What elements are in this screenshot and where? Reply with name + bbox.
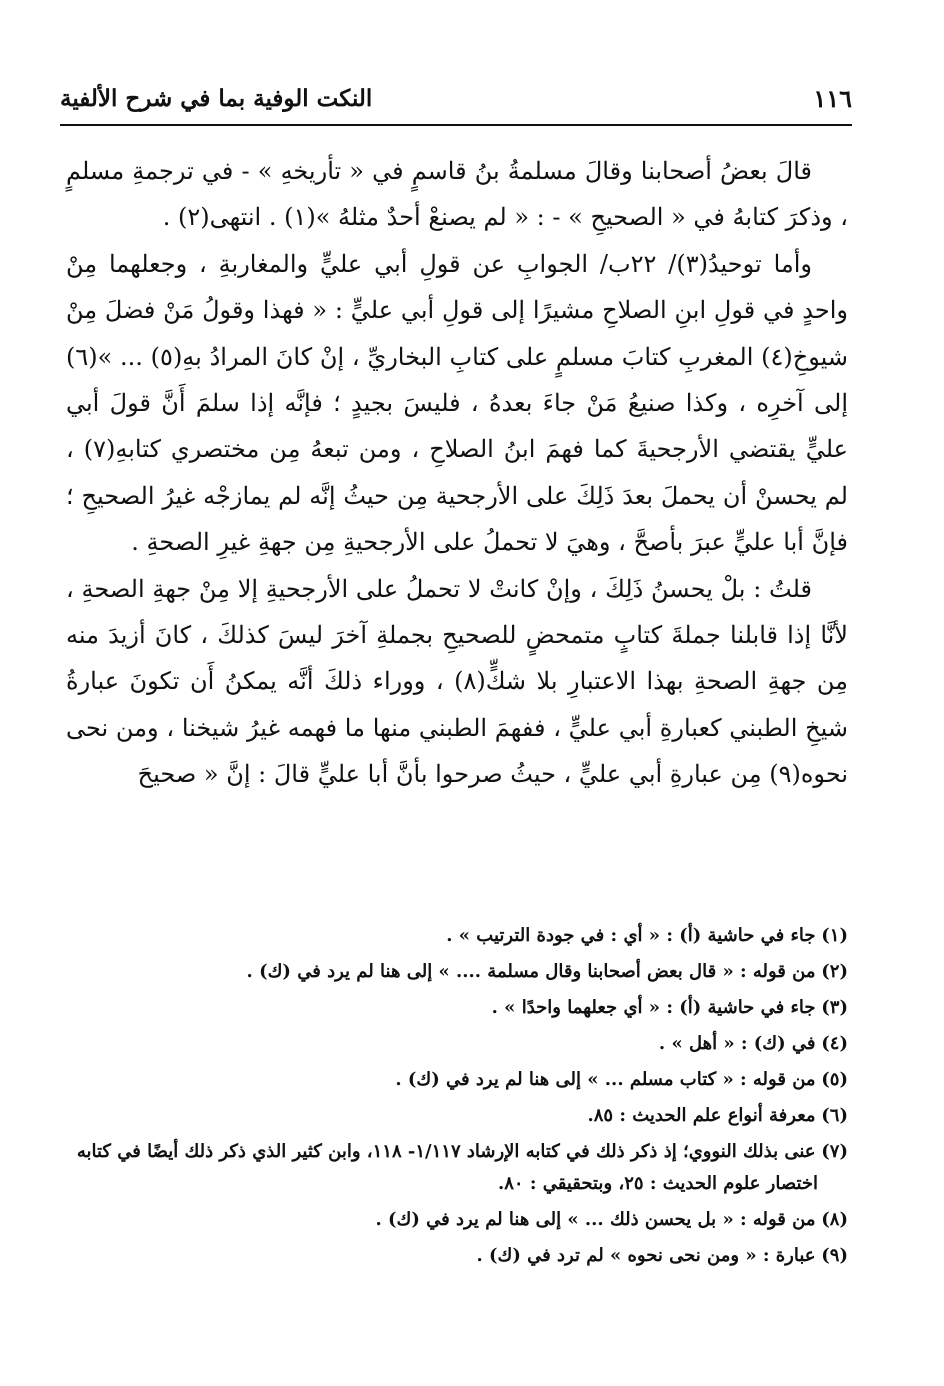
paragraph: وأما توحيدُ(٣)/ ٢٢ب/ الجوابِ عن قولِ أبي عليٍّ والمغاربةِ ، وجعلهما مِنْ واحدٍ في قولِ ابنِ الصلاحِ مشيرًا إلى قولِ أبي عليٍّ : « فهذا وقولُ مَنْ فضلَ مِنْ شيوخِ(٤) المغربِ كتابَ مسلمٍ على كتابِ البخاريِّ ، إنْ كانَ المرادُ بهِ(٥) ... »(٦) إلى آخرِه ، وكذا صنيعُ مَنْ جاءَ بعدهُ ، فليسَ بجيدٍ ؛ فإنَّه إذا سلمَ أَنَّ قولَ أبي عليٍّ يقتضي الأرجحيةَ كما فهمَ ابنُ الصلاحِ ، ومن تبعهُ مِن مختصري كتابهِ(٧) ، لم يحسنْ أن يحملَ بعدَ ذَلِكَ على الأرجحية مِن حيثُ إنَّه لم يمازجْه غيرُ الصحيحِ ؛ فإنَّ أبا عليٍّ عبرَ بأصحَّ ، وهيَ لا تحملُ على الأرجحيةِ مِن جهةِ غيرِ الصحةِ . <box>66 249 848 557</box>
header-divider <box>60 124 852 126</box>
page-number: ١١٦ <box>813 83 852 113</box>
footnote-number: (٨) <box>821 1209 848 1230</box>
footnote-text: من قوله : « قال بعض أصحابنا وقال مسلمة .... » إلى هنا لم يرد في (ك) . <box>246 961 816 982</box>
footnote <box>66 920 848 952</box>
footnote-number: (٥) <box>821 1069 848 1090</box>
footnote-number: (٧) <box>821 1141 848 1162</box>
footnote-text: في (ك) : « أهل » . <box>658 1033 816 1054</box>
footnote-text: عبارة : « ومن نحى نحوه » لم ترد في (ك) . <box>476 1245 816 1266</box>
footnote-number: (١) <box>821 925 848 946</box>
footnote <box>66 992 848 1024</box>
footnote-text: جاء في حاشية (أ) : « أي : في جودة الترتيب » . <box>446 925 816 946</box>
running-header <box>60 78 852 118</box>
footnote <box>66 956 848 988</box>
main-text <box>66 148 848 798</box>
footnote-number: (٤) <box>821 1033 848 1054</box>
footnote-text: من قوله : « بل يحسن ذلك ... » إلى هنا لم يرد في (ك) . <box>375 1209 816 1230</box>
footnote-text: معرفة أنواع علم الحديث : ٨٥. <box>587 1105 816 1126</box>
footnote <box>66 1100 848 1132</box>
footnote <box>66 1204 848 1236</box>
footnote <box>66 1028 848 1060</box>
footnote <box>66 1064 848 1096</box>
footnote-text: عنى بذلك النووي؛ إذ ذكر ذلك في كتابه الإرشاد ١/١١٧- ١١٨، وابن كثير الذي ذكر ذلك أيضًا في كتابه اختصار علوم الحديث : ٢٥، وبتحقيقي : ٨٠. <box>76 1141 818 1194</box>
footnote <box>66 1240 848 1272</box>
paragraph: قلتُ : بلْ يحسنُ ذَلِكَ ، وإنْ كانتْ لا تحملُ على الأرجحيةِ إلا مِنْ جهةِ الصحةِ ، لأنَّا إذا قابلنا جملةَ كتابٍ متمحضٍ للصحيحِ بجملةِ آخرَ ليسَ كذلكَ ، كانَ أزيدَ منه مِن جهةِ الصحةِ بهذا الاعتبارِ بلا شكٍّ(٨) ، ووراء ذلكَ أنَّه يمكنُ أَن تكونَ عبارةُ شيخِ الطبني كعبارةِ أبي عليٍّ ، ففهمَ الطبني منها ما فهمه غيرُ شيخنا ، ومن نحى نحوه(٩) مِن عبارةِ أبي عليٍّ ، حيثُ صرحوا بأنَّ أبا عليٍّ قالَ : إنَّ « صحيحَ <box>66 574 849 789</box>
footnote <box>66 1136 848 1200</box>
footnotes <box>66 920 848 1276</box>
footnote-text: جاء في حاشية (أ) : « أي جعلهما واحدًا » . <box>491 997 816 1018</box>
book-title: النكت الوفية بما في شرح الألفية <box>60 84 373 112</box>
footnote-text: من قوله : « كتاب مسلم ... » إلى هنا لم يرد في (ك) . <box>395 1069 816 1090</box>
footnote-number: (٦) <box>821 1105 848 1126</box>
footnote-number: (٢) <box>821 961 848 982</box>
paragraph: قالَ بعضُ أصحابنا وقالَ مسلمةُ بنُ قاسمٍ في « تأريخهِ » - في ترجمةِ مسلمٍ ، وذكرَ كتابهُ في « الصحيحِ » - : « لم يصنعْ أحدٌ مثلهُ »(١) . انتهى(٢) . <box>66 157 848 232</box>
footnote-number: (٩) <box>821 1245 848 1266</box>
footnote-number: (٣) <box>821 997 848 1018</box>
